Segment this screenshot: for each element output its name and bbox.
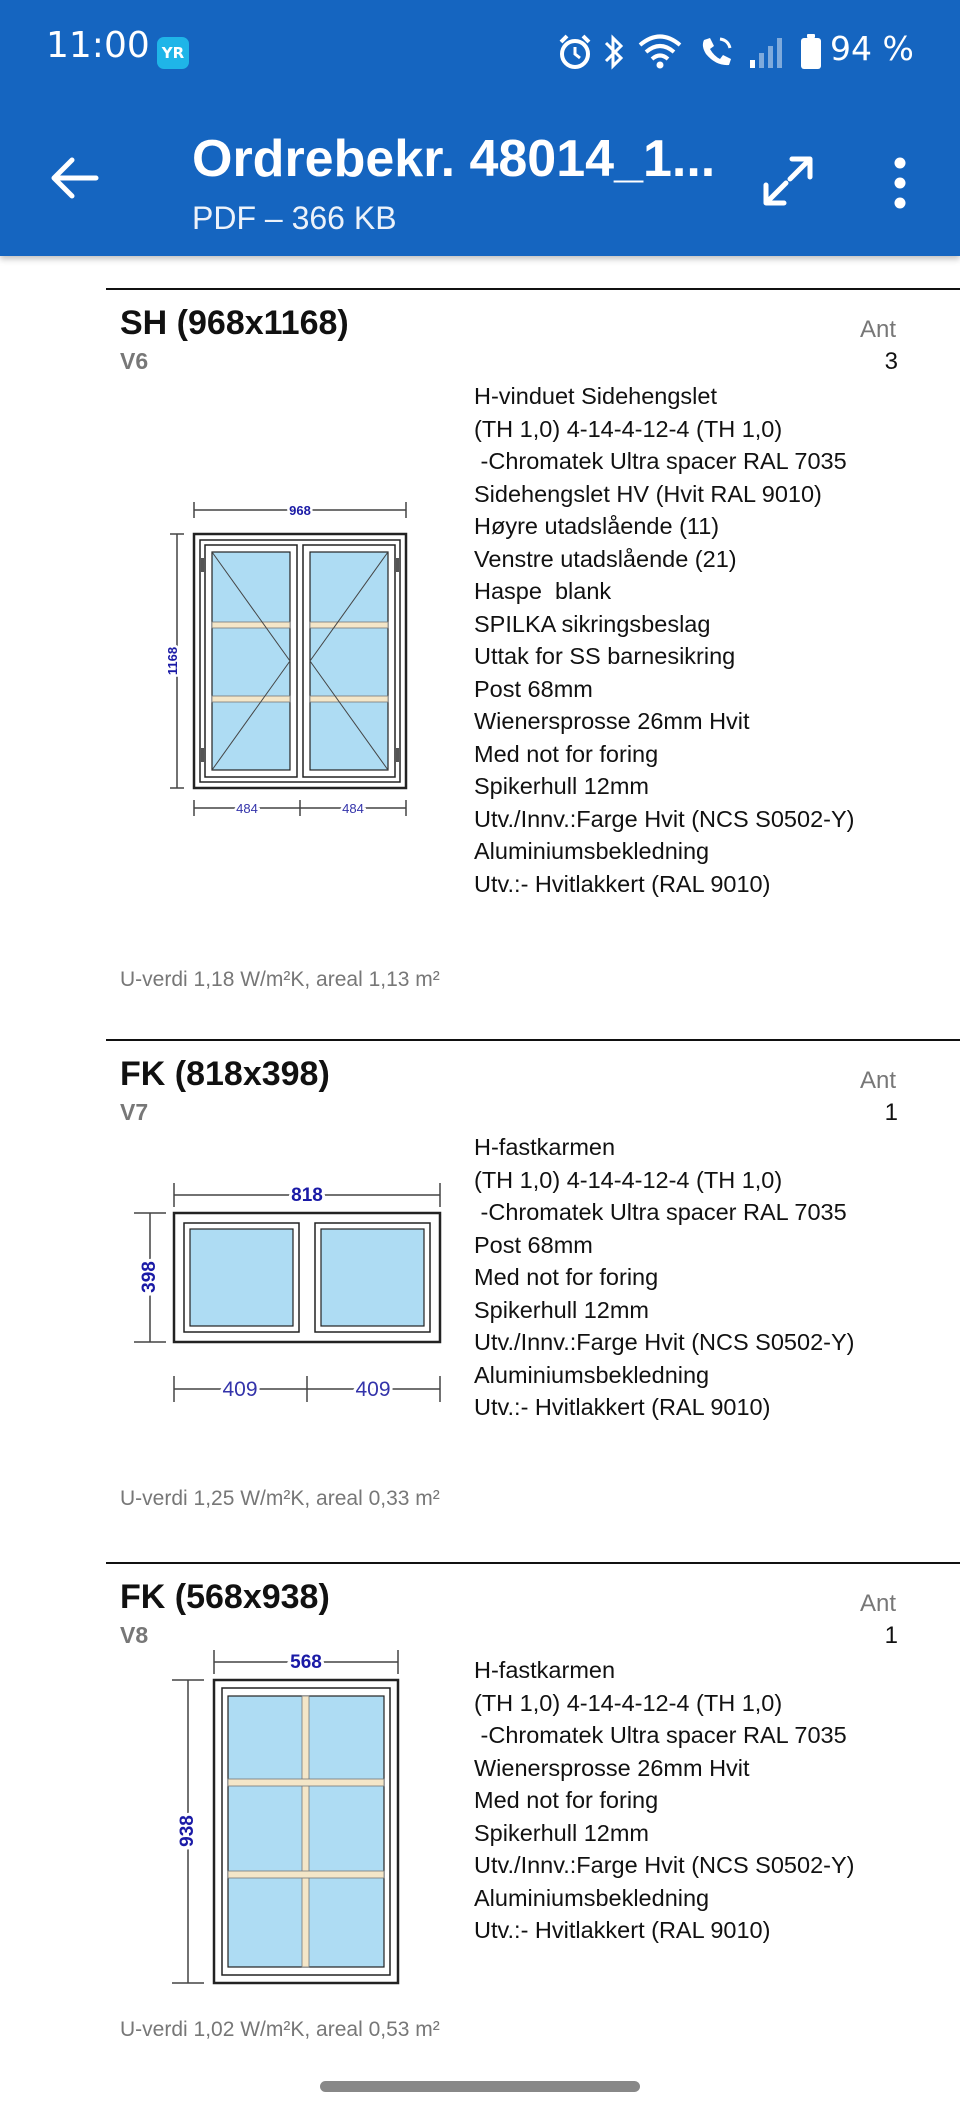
- spec-line: Post 68mm: [474, 675, 593, 702]
- back-arrow-icon[interactable]: [46, 150, 102, 206]
- spec-line: Høyre utadslående (11): [474, 513, 720, 539]
- window-drawing-fk-818-bottom-dims: [170, 1372, 450, 1412]
- spec-line: Med not for foring: [474, 1264, 659, 1290]
- spec-line: (TH 1,0) 4-14-4-12-4 (TH 1,0): [474, 1689, 783, 1716]
- spec-line: -Chromatek Ultra spacer RAL 7035: [474, 1722, 847, 1748]
- item-title: FK (568x938): [120, 1578, 330, 1616]
- spec-line: Utv.:- Hvitlakkert (RAL 9010): [474, 1394, 771, 1420]
- wifi-icon: [638, 34, 682, 70]
- yr-app-icon: YR: [157, 37, 189, 69]
- spec-line: Utv.:- Hvitlakkert (RAL 9010): [474, 870, 771, 897]
- dim-sash-left-label: 484: [236, 801, 258, 816]
- item-title: SH (968x1168): [120, 304, 349, 342]
- u-value-text: U-verdi 1,02 W/m²K, areal 0,53 m²: [120, 2018, 440, 2041]
- window-item-v6: [0, 288, 960, 1008]
- dim-width-label: 818: [291, 1185, 323, 1206]
- item-code: V7: [120, 1099, 149, 1125]
- spec-line: Spikerhull 12mm: [474, 1819, 650, 1846]
- window-drawing-fk-568: [168, 1646, 408, 1996]
- spec-line: H-fastkarmen: [474, 1134, 616, 1160]
- battery-icon: [800, 34, 822, 70]
- spec-line: Utv./Innv.:Farge Hvit (NCS S0502-Y): [474, 805, 855, 832]
- spec-line: Spikerhull 12mm: [474, 1296, 650, 1323]
- spec-line: Wienersprosse 26mm Hvit: [474, 708, 750, 734]
- quantity-value: 1: [884, 1099, 898, 1126]
- window-item-v8: [0, 1562, 960, 2112]
- window-item-v7: [0, 1039, 960, 1559]
- wifi-calling-icon: [698, 34, 736, 70]
- spec-line: Venstre utadslående (21): [474, 545, 737, 572]
- dim-width-label: 968: [289, 503, 311, 518]
- spec-line: H-fastkarmen: [474, 1657, 616, 1683]
- spec-list: [474, 1654, 854, 1947]
- section-divider: [106, 1039, 960, 1041]
- spec-list: [474, 380, 854, 900]
- alarm-icon: [558, 34, 592, 70]
- status-time: 11:00: [46, 25, 150, 66]
- quantity-label: Ant: [860, 316, 897, 343]
- dim-height-label: 398: [139, 1261, 161, 1293]
- dim-sash-left-label: 409: [222, 1378, 258, 1401]
- section-divider: [106, 1562, 960, 1564]
- spec-line: Sidehengslet HV (Hvit RAL 9010): [474, 480, 822, 507]
- quantity-label: Ant: [860, 1067, 897, 1094]
- signal-icon: [748, 34, 784, 70]
- document-subtitle: PDF – 366 KB: [192, 200, 397, 236]
- spec-line: Utv./Innv.:Farge Hvit (NCS S0502-Y): [474, 1329, 855, 1355]
- spec-line: Haspe blank: [474, 578, 612, 604]
- dim-height-label: 1168: [165, 646, 180, 676]
- spec-line: Aluminiumsbekledning: [474, 838, 710, 864]
- u-value-text: U-verdi 1,18 W/m²K, areal 1,13 m²: [120, 968, 440, 991]
- spec-line: Wienersprosse 26mm Hvit: [474, 1754, 750, 1781]
- quantity-value: 3: [884, 348, 898, 375]
- spec-line: Spikerhull 12mm: [474, 773, 650, 799]
- spec-line: SPILKA sikringsbeslag: [474, 610, 711, 637]
- pdf-page[interactable]: [0, 256, 960, 2112]
- dim-height-label: 938: [177, 1815, 199, 1847]
- bluetooth-icon: [602, 34, 626, 70]
- spec-line: Med not for foring: [474, 740, 659, 767]
- item-title: FK (818x398): [120, 1055, 330, 1093]
- window-drawing-fk-818: [130, 1179, 450, 1359]
- spec-line: Med not for foring: [474, 1787, 659, 1813]
- spec-line: (TH 1,0) 4-14-4-12-4 (TH 1,0): [474, 1166, 783, 1193]
- gesture-home-indicator[interactable]: [320, 2081, 640, 2092]
- item-code: V6: [120, 348, 149, 374]
- section-divider: [106, 288, 960, 290]
- u-value-text: U-verdi 1,25 W/m²K, areal 0,33 m²: [120, 1487, 440, 1510]
- item-code: V8: [120, 1622, 149, 1648]
- expand-icon[interactable]: [762, 155, 814, 207]
- quantity-label: Ant: [860, 1590, 897, 1617]
- battery-percent: 94 %: [830, 29, 914, 68]
- dim-sash-right-label: 484: [342, 801, 364, 816]
- dim-width-label: 568: [290, 1652, 322, 1673]
- spec-line: Post 68mm: [474, 1231, 593, 1258]
- document-title: Ordrebekr. 48014_1...: [192, 130, 716, 188]
- spec-line: -Chromatek Ultra spacer RAL 7035: [474, 1199, 847, 1225]
- spec-line: Uttak for SS barnesikring: [474, 643, 736, 669]
- window-drawing-sh: [160, 498, 420, 828]
- more-vert-icon[interactable]: [886, 155, 914, 211]
- spec-line: -Chromatek Ultra spacer RAL 7035: [474, 448, 847, 474]
- spec-line: (TH 1,0) 4-14-4-12-4 (TH 1,0): [474, 415, 783, 442]
- spec-line: Utv./Innv.:Farge Hvit (NCS S0502-Y): [474, 1852, 855, 1878]
- dim-sash-right-label: 409: [355, 1378, 391, 1401]
- spec-line: Aluminiumsbekledning: [474, 1361, 710, 1388]
- spec-line: Aluminiumsbekledning: [474, 1884, 710, 1911]
- quantity-value: 1: [884, 1622, 898, 1649]
- spec-line: Utv.:- Hvitlakkert (RAL 9010): [474, 1917, 771, 1943]
- app-bar: [0, 0, 960, 256]
- spec-line: H-vinduet Sidehengslet: [474, 383, 717, 409]
- spec-list: [474, 1131, 854, 1424]
